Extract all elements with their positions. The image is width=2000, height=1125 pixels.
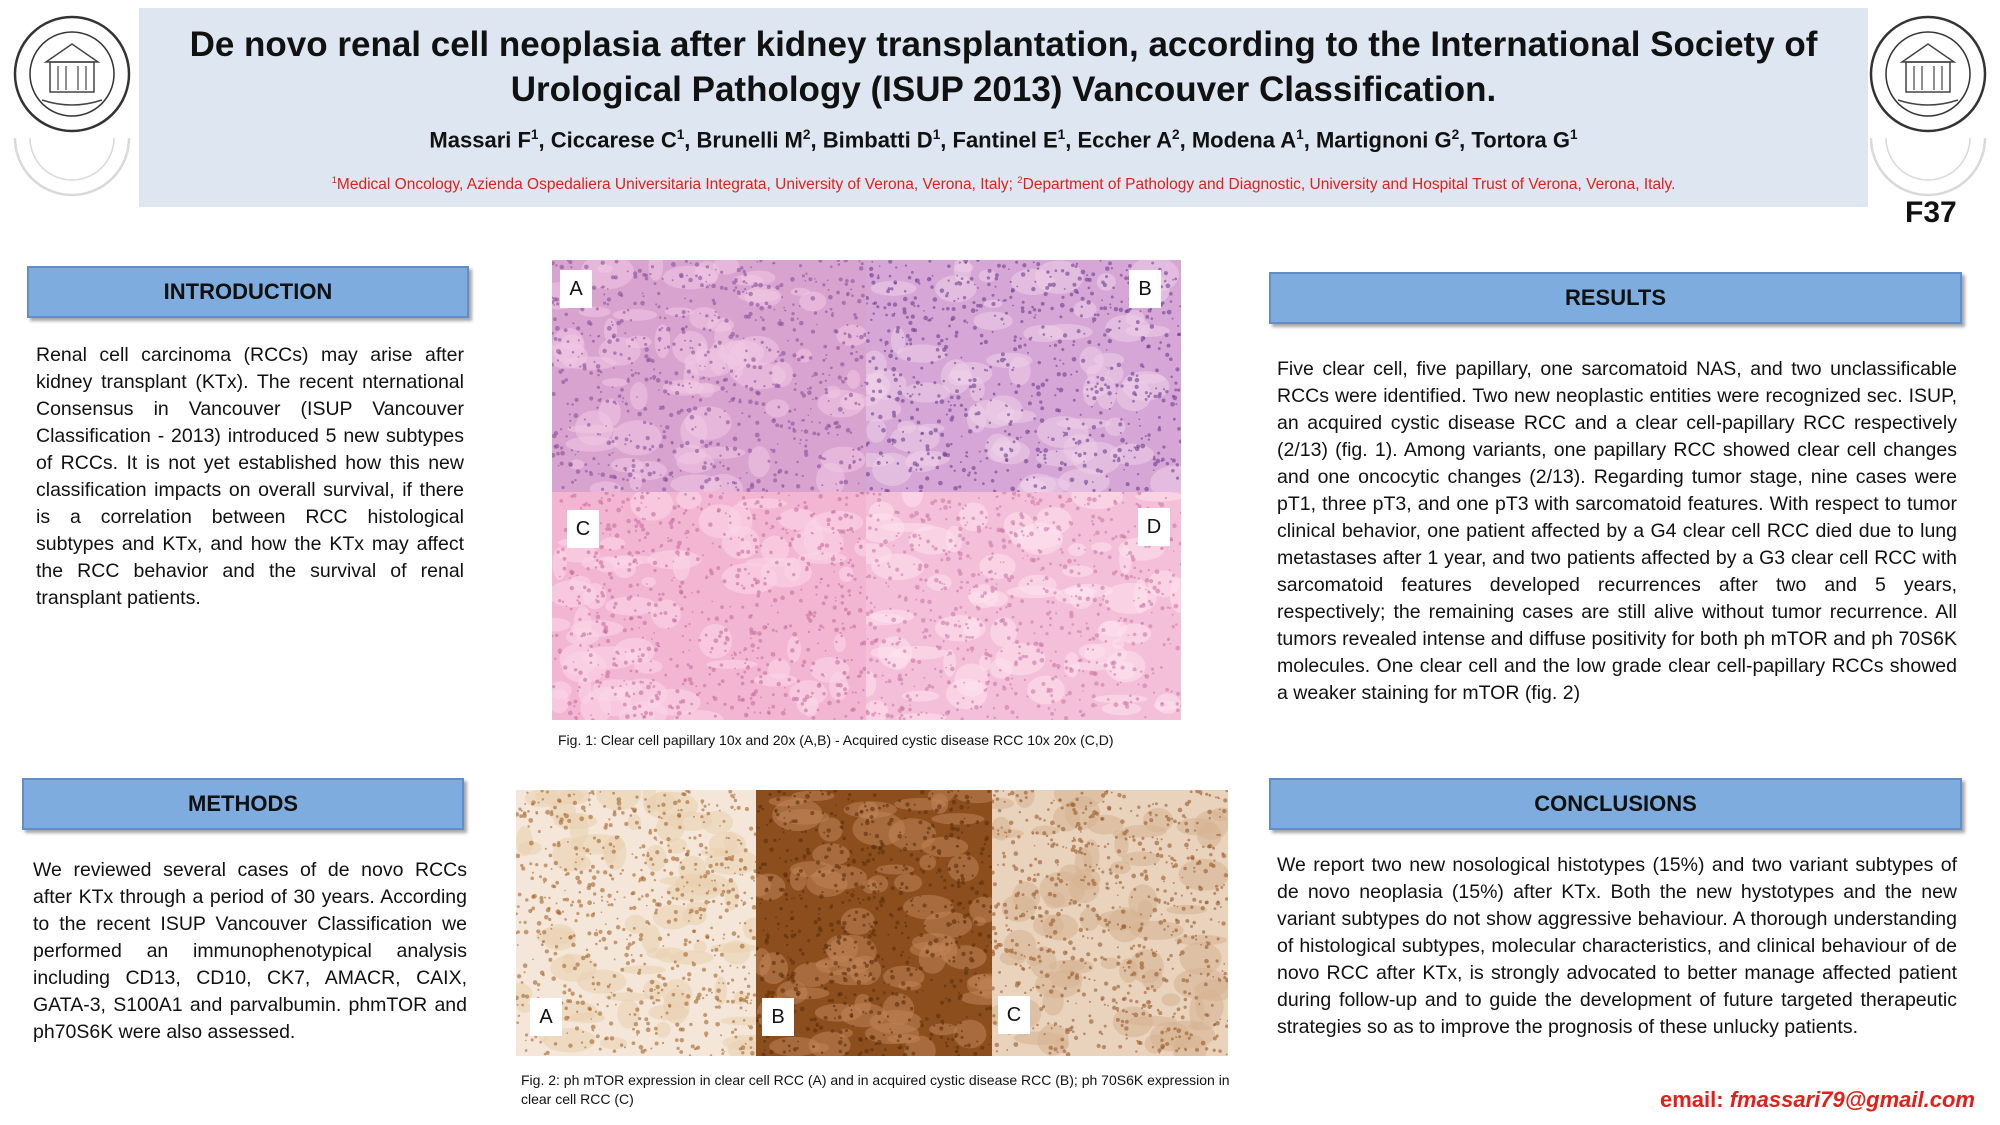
author-affil-marker: 1 — [1057, 127, 1066, 142]
author-name: Ciccarese C — [550, 127, 677, 153]
university-seal-icon — [12, 14, 132, 134]
figure2-panel-a — [516, 790, 756, 1056]
figure1-panel-a — [552, 260, 866, 492]
affil-1: Medical Oncology, Azienda Ospedaliera Universitaria Integrata, University of Verona, Verona, Italy; — [336, 176, 1013, 194]
figure1-panel-c — [552, 492, 866, 720]
author-affil-marker: 1 — [530, 127, 539, 142]
figure1-caption: Fig. 1: Clear cell papillary 10x and 20x (A,B) - Acquired cystic disease RCC 10x 20x (C,D) — [558, 732, 1114, 748]
author-name: Massari F — [429, 127, 531, 153]
figure1-panel-b-label: B — [1129, 270, 1161, 308]
methods-heading: METHODS — [22, 778, 464, 830]
conclusions-text: We report two new nosological histotypes (15%) and two variant subtypes of de novo neoplasia (15%) after KTx. Both the new hystotypes and the new variant subtypes do not show aggressive behaviour. A thorough understanding of histological subtypes, molecular characteristics, and clinical behaviour of de novo RCC after KTx, is strongly advocated to better manage affected patient during follow-up and to guide the development of future targeted therapeutic strategies so as to improve the prognosis of these unlucky patients. — [1277, 854, 1957, 1038]
affil-2: Department of Pathology and Diagnostic, University and Hospital Trust of Verona, Verona, Italy. — [1022, 176, 1676, 194]
figure1-panel-d-label: D — [1138, 508, 1170, 546]
figure2-panel-a-label: A — [530, 998, 562, 1036]
title-line-1: De novo renal cell neoplasia after kidney transplantation, according to the International Society of — [189, 25, 1818, 64]
poster-title — [139, 22, 1868, 112]
author-affil-marker: 1 — [676, 127, 685, 142]
conclusions-heading: CONCLUSIONS — [1269, 778, 1962, 830]
figure2-panel-b — [756, 790, 992, 1056]
author-name: Eccher A — [1077, 127, 1173, 153]
title-line-2: Urological Pathology (ISUP 2013) Vancouver Classification. — [510, 70, 1497, 109]
email-address[interactable]: fmassari79@gmail.com — [1729, 1087, 1975, 1112]
affil-1-marker: 1 — [331, 175, 337, 186]
author-affil-marker: 1 — [1570, 127, 1578, 142]
author-name: Martignoni G — [1315, 127, 1452, 153]
author-name: Brunelli M — [696, 127, 803, 153]
poster-code: F37 — [1905, 196, 1957, 229]
methods-text: We reviewed several cases of de novo RCCs after KTx through a period of 30 years. According to the recent ISUP Vancouver Classification we performed an immunophenotypical analysis including CD13, CD10, CK7, AMACR, CAIX, GATA-3, S100A1 and parvalbumin. phmTOR and ph70S6K were also assessed. — [33, 859, 467, 1043]
email-label: email: — [1660, 1087, 1724, 1112]
figure2-panel-c-label: C — [998, 996, 1030, 1034]
micrograph-image — [552, 492, 866, 720]
author-affil-marker: 2 — [1172, 127, 1180, 142]
author-name: Tortora G — [1471, 127, 1570, 153]
affiliations — [139, 175, 1868, 194]
micrograph-image — [552, 260, 866, 492]
figure1-panel-c-label: C — [567, 510, 599, 548]
university-seal-icon — [1868, 14, 1988, 134]
figure2-panel-b-label: B — [762, 998, 794, 1036]
author-affil-marker: 2 — [802, 127, 811, 142]
results-heading: RESULTS — [1269, 272, 1962, 324]
seal-reflection — [12, 138, 132, 208]
author-name: Fantinel E — [952, 127, 1058, 153]
author-affil-marker: 2 — [1451, 127, 1460, 142]
figure1-panel-a-label: A — [560, 270, 592, 308]
contact-email — [1660, 1087, 1975, 1113]
results-text: Five clear cell, five papillary, one sarcomatoid NAS, and two unclassificable RCCs were identified. Two new neoplastic entities were recognized sec. ISUP, an acquired cystic disease RCC and a clear cell-papillary RCC respectively (2/13) (fig. 1). Among variants, one papillary RCC showed clear cell changes and one oncocytic changes (2/13). Regarding tumor stage, nine cases were pT1, three pT3, and one pT3 with sarcomatoid features. With respect to tumor clinical behavior, one patient affected by a G4 clear cell RCC died due to lung metastases after 1 year, and two patients affected by a G3 clear cell RCC with sarcomatoid features developed recurrences after two and 5 years, respectively; the remaining cases are still alive without tumor recurrence. All tumors revealed intense and diffuse positivity for both ph mTOR and ph 70S6K molecules. One clear cell and the low grade clear cell-papillary RCCs showed a weaker staining for mTOR (fig. 2) — [1277, 358, 1957, 704]
author-name: Bimbatti D — [822, 127, 933, 153]
figure2-panel-c — [992, 790, 1228, 1056]
author-affil-marker: 1 — [1296, 127, 1304, 142]
introduction-text: Renal cell carcinoma (RCCs) may arise after kidney transplant (KTx). The recent nternational Consensus in Vancouver (ISUP Vancouver Classification - 2013) introduced 5 new subtypes of RCCs. It is not yet established how this new classification impacts on overall survival, if there is a correlation between RCC histological subtypes and KTx, and how the KTx may affect the RCC behavior and the survival of renal transplant patients. — [36, 344, 464, 609]
figure1-panel-d — [866, 492, 1181, 720]
author-affil-marker: 1 — [932, 127, 941, 142]
figure1-panel-b — [866, 260, 1181, 492]
figure2-caption: Fig. 2: ph mTOR expression in clear cell RCC (A) and in acquired cystic disease RCC (B); ph 70S6K expression in clear cell RCC (C) — [521, 1072, 1230, 1107]
author-list: Massari $F^1$, Ciccarese $C^1$, Brunelli $M^2$, Bimbatti $D^1$, Fantinel $E^1$, Eccher $A^2$, Modena $A^1$, Martignoni $G^2$, Tortora $G^1$ — [429, 127, 1578, 153]
affil-2-marker: 2 — [1017, 175, 1023, 186]
introduction-heading: INTRODUCTION — [27, 266, 469, 318]
author-name: Modena A — [1191, 127, 1297, 153]
micrograph-image — [866, 492, 1181, 720]
